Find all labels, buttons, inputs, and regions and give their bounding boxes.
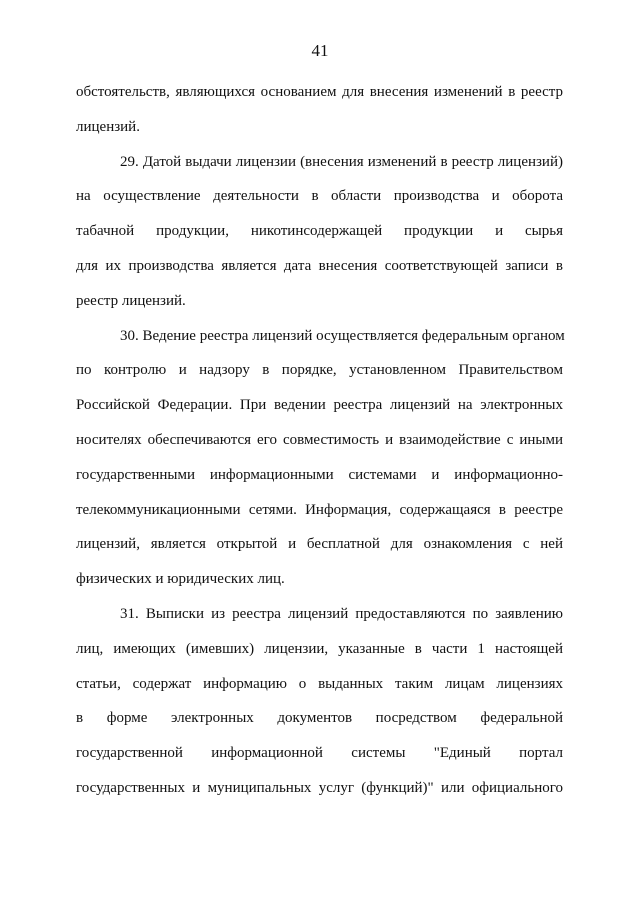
text-line: в форме электронных документов посредством федеральной <box>76 710 563 727</box>
text-line: реестр лицензий. <box>76 292 186 309</box>
text-line: государственными информационными системами и информационно- <box>76 466 563 483</box>
text-line: на осуществление деятельности в области производства и оборота <box>76 188 563 205</box>
text-line: физических и юридических лиц. <box>76 571 285 588</box>
text-line: для их производства является дата внесения соответствующей записи в <box>76 257 563 274</box>
text-line: носителях обеспечиваются его совместимость и взаимодействие с иными <box>76 431 563 448</box>
text-line: государственных и муниципальных услуг (функций)" или официального <box>76 779 563 796</box>
text-line: государственной информационной системы "Единый портал <box>76 745 563 762</box>
paragraph-30-first-line: 30. Ведение реестра лицензий осуществляется федеральным органом <box>120 327 565 344</box>
text-line: Российской Федерации. При ведении реестра лицензий на электронных <box>76 397 563 414</box>
text-line: телекоммуникационными сетями. Информация, содержащаяся в реестре <box>76 501 563 518</box>
page-number: 41 <box>311 41 329 60</box>
paragraph-29-first-line: 29. Датой выдачи лицензии (внесения изменений в реестр лицензий) <box>120 153 563 170</box>
paragraph-31-first-line: 31. Выписки из реестра лицензий предоставляются по заявлению <box>120 605 563 622</box>
text-line: лицензий. <box>76 118 140 135</box>
document-body <box>76 75 563 806</box>
text-line: лиц, имеющих (имевших) лицензии, указанные в части 1 настоящей <box>76 640 563 657</box>
text-line: лицензий, является открытой и бесплатной для ознакомления с ней <box>76 536 563 553</box>
text-line: по контролю и надзору в порядке, установленном Правительством <box>76 362 563 379</box>
text-line: обстоятельств, являющихся основанием для внесения изменений в реестр <box>76 84 563 100</box>
text-line: табачной продукции, никотинсодержащей продукции и сырья <box>76 223 563 240</box>
text-line: статьи, содержат информацию о выданных таким лицам лицензиях <box>76 675 563 692</box>
